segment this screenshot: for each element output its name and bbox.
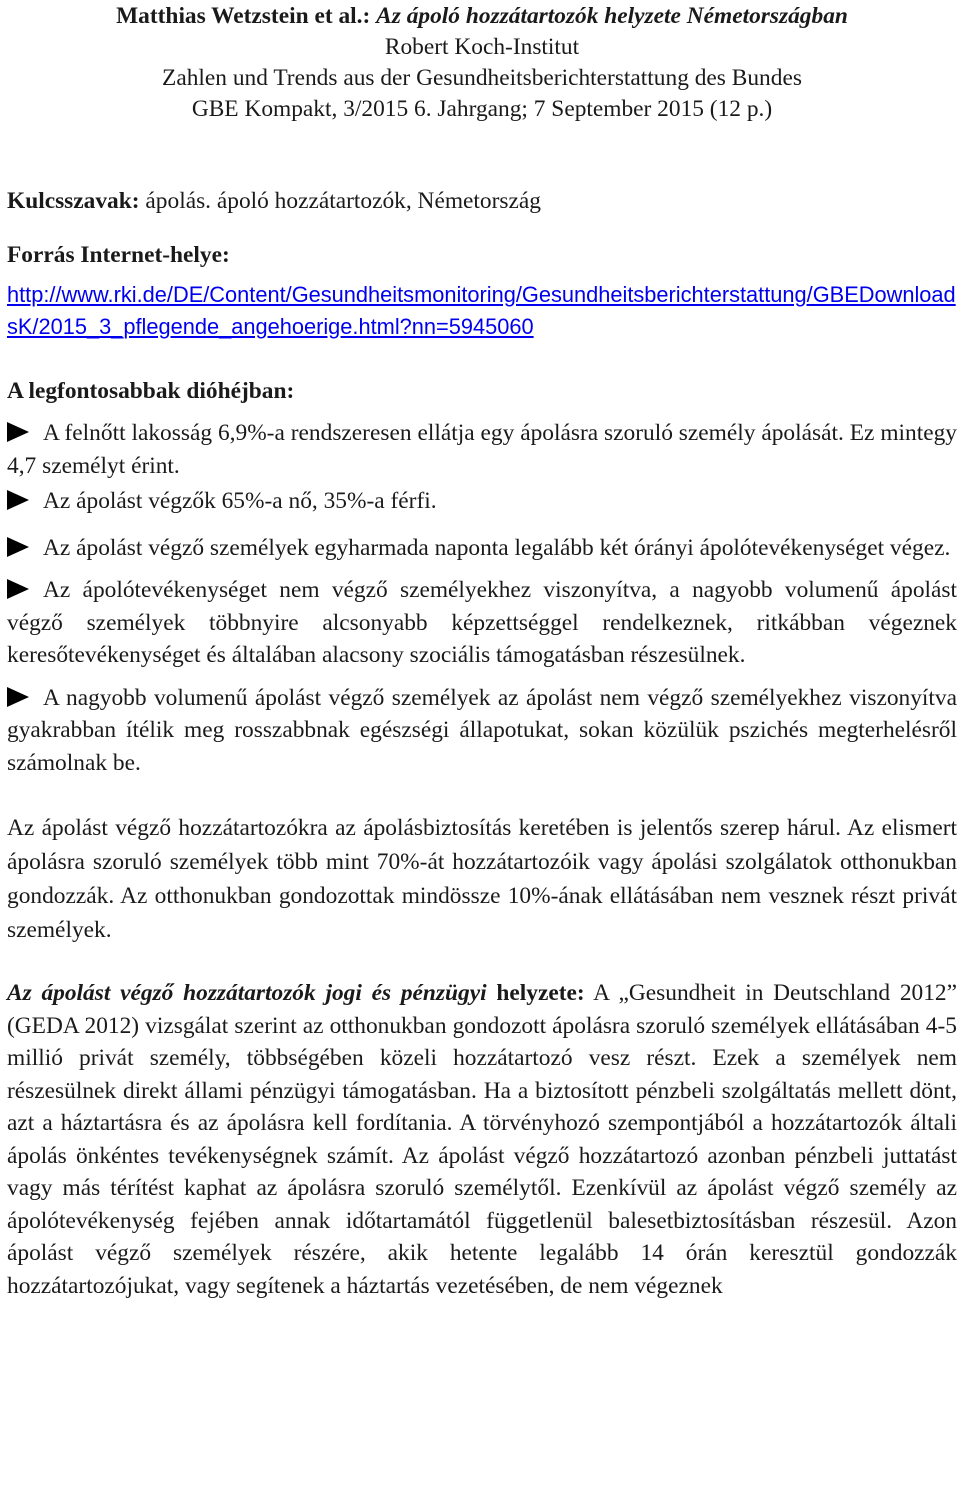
triangle-bullet-icon — [7, 422, 29, 442]
summary-bullet: A felnőtt lakosság 6,9%-a rendszeresen ellátja egy ápolásra szoruló személy ápolását. Ez mintegy 4,7 személyt érint. — [7, 420, 957, 479]
keywords-label: Kulcsszavak: — [7, 188, 140, 214]
document-header — [7, 0, 957, 125]
body-paragraph: Az ápolást végző hozzátartozókra az ápolásbiztosítás keretében is jelentős szerep hárul. Az elismert ápolásra szoruló személyek több mint 70%-át hozzátartozóik vagy ápolási szolgálatok otthonukban gondozzák. Az otthonukban gondozottak mindössze 10%-ának ellátásában nem vesznek részt privát személyek. — [7, 815, 957, 943]
source-url-line — [7, 279, 957, 343]
triangle-bullet-icon — [7, 687, 29, 707]
summary-bullet: Az ápolást végzők 65%-a nő, 35%-a férfi. — [7, 485, 957, 518]
header-series: Zahlen und Trends aus der Gesundheitsberichterstattung des Bundes — [162, 65, 802, 91]
header-title-line — [7, 0, 957, 32]
source-label: Forrás Internet-helye: — [7, 242, 230, 268]
header-publisher: Robert Koch-Institut — [384, 34, 580, 60]
source-url-link[interactable]: http://www.rki.de/DE/Content/Gesundheitsmonitoring/Gesundheitsberichterstattung/GBEDownloadsK/2015_3_pflegende_angehoerige.html?nn=5945060 — [7, 282, 956, 339]
body-paragraph-legal — [7, 977, 957, 1302]
triangle-bullet-icon — [7, 537, 29, 557]
document-page — [7, 0, 957, 1302]
summary-bullet: A nagyobb volumenű ápolást végző személyek az ápolást nem végző személyekhez viszonyítva gyakrabban ítélik meg rosszabbnak egészségi állapotukat, sokan közülük pszichés megterhelésről számolnak be. — [7, 684, 957, 776]
summary-bullet: Az ápolótevékenységet nem végző személyekhez viszonyítva, a nagyobb volumenű ápolást végző személyek többnyire alcsonyabb képzettséggel rendelkeznek, ritkábban végeznek keresőtevékenységet és általában alacsony szociális támogatásban részesülnek. — [7, 577, 957, 668]
legal-lead-bold: helyzete: — [496, 980, 585, 1006]
keywords-line — [7, 185, 957, 217]
header-title: Az ápoló hozzátartozók helyzete Németországban — [376, 3, 848, 29]
header-issue: GBE Kompakt, 3/2015 6. Jahrgang; 7 September 2015 (12 p.) — [191, 96, 773, 122]
keywords-value: ápolás. ápoló hozzátartozók, Németország — [145, 188, 541, 214]
summary-heading: A legfontosabbak dióhéjban: — [7, 378, 295, 404]
header-author: Matthias Wetzstein et al.: — [116, 3, 371, 29]
legal-lead-italic: Az ápolást végző hozzátartozók jogi és pénzügyi — [7, 980, 487, 1006]
triangle-bullet-icon — [7, 579, 29, 599]
legal-text: A „Gesundheit in Deutschland 2012” (GEDA 2012) vizsgálat szerint az otthonukban gondozott ápolásra szoruló személyek ellátásában 4-5 millió privát személy, többségében közeli hozzátartozó vesz részt. Ezek a személyek nem részesülnek direkt állami pénzügyi támogatásban. Ha a biztosított pénzbeli szolgáltatás mellett dönt, azt a háztartásra és az ápolásra kell fordítania. A törvényhozó szempontjából a hozzátartozók általi ápolás önkéntes tevékenységnek számít. Az ápolást végző hozzátartozó azonban pénzbeli juttatást vagy más térítést kaphat az ápolásra szoruló személytől. Ezenkívül az ápolást végző személy az ápolótevékenység fejében annak időtartamától függetlenül balesetbiztosításban részesül. Azon ápolást végző személyek részére, akik hetente legalább 14 órán keresztül gondozzák hozzátartozójukat, vagy segítenek a háztartás vezetésében, de nem végeznek — [7, 980, 957, 1299]
summary-bullet: Az ápolást végző személyek egyharmada naponta legalább két órányi ápolótevékenységet végez. — [7, 532, 957, 565]
triangle-bullet-icon — [7, 490, 29, 510]
